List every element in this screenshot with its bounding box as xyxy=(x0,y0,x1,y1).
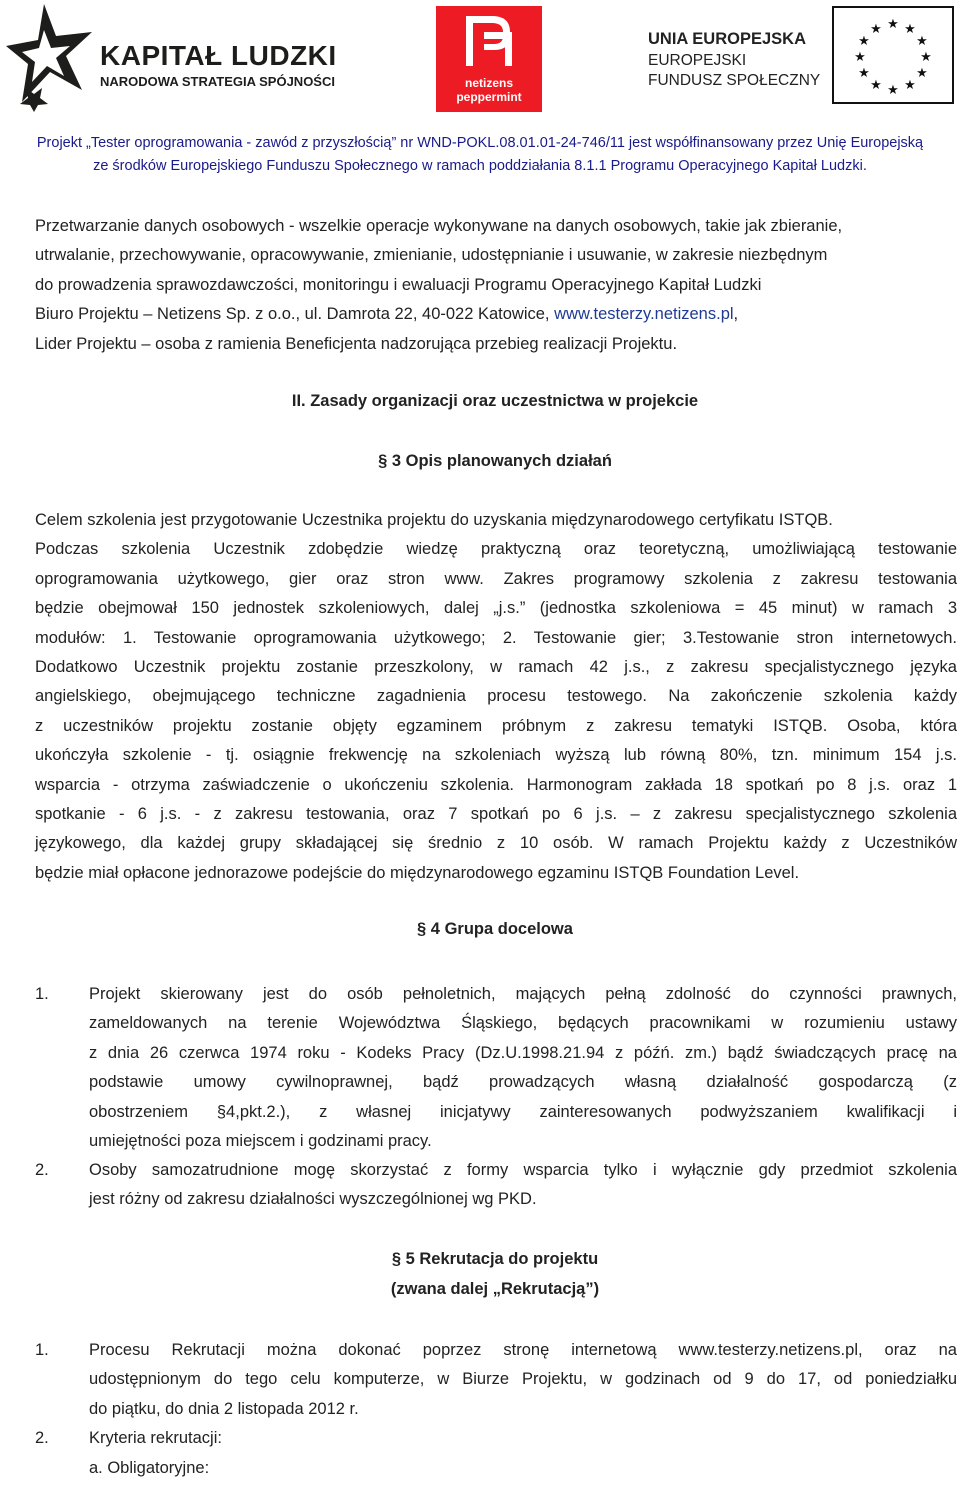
text-line: podstawie umowy cywilnoprawnej, bądź prowadzących własną działalność gospodarczą (z xyxy=(89,1073,957,1092)
efs-line1: EUROPEJSKI xyxy=(648,52,747,69)
list-item-number: 1. xyxy=(35,1341,49,1359)
text-line: z uczestników projektu zostanie objęty egzaminem próbnym z zakresu tematyki ISTQB. Osoba, która xyxy=(35,716,957,735)
text-line: Dodatkowo Uczestnik projektu zostanie przeszkolony, w ramach 42 j.s., z zakresu specjalistycznego języka xyxy=(35,658,957,677)
project-website-link[interactable]: www.testerzy.netizens.pl xyxy=(554,305,734,324)
svg-text:★: ★ xyxy=(854,49,866,64)
text-line: z dnia 26 czerwca 1974 roku - Kodeks Pracy (Dz.U.1998.21.94 z późń. zm.) bądź świadczących pracę na xyxy=(89,1043,957,1062)
text-line: zameldowanych na terenie Województwa Śląskiego, będących pracownikami w rozumieniu ustawy xyxy=(89,1014,957,1033)
text-line: wsparcia - otrzyma zaświadczenie o ukończeniu szkolenia. Harmonogram zakłada 18 spotkań po 8 j.s. oraz 1 xyxy=(35,775,957,794)
text-line: modułów: 1. Testowanie oprogramowania użytkowego; 2. Testowanie gier; 3.Testowanie stron internetowych. xyxy=(35,628,957,647)
svg-text:★: ★ xyxy=(904,21,916,36)
section-2-title: II. Zasady organizacji oraz uczestnictwa w projekcie xyxy=(291,392,699,410)
svg-text:★: ★ xyxy=(904,77,916,92)
text-line: Osoby samozatrudnione mogę skorzystać z formy wsparcia tylko i wyłącznie gdy przedmiot szkolenia xyxy=(89,1161,957,1179)
text-line: udostępnionym do tego celu komputerze, w Biurze Projektu, w godzinach od 9 do 17, od poniedziałku xyxy=(89,1370,957,1389)
definition-line: Lider Projektu – osoba z ramienia Beneficjenta nadzorująca przebieg realizacji Projektu. xyxy=(35,334,678,353)
section-5-title: § 5 Rekrutacja do projektu xyxy=(391,1250,599,1268)
text-line: będzie obejmował 150 jednostek szkoleniowych, dalej „j.s.” (jednostka szkoleniowa = 45 minut) w ramach 3 xyxy=(35,599,957,618)
text-line: Kryteria rekrutacji: xyxy=(89,1429,222,1447)
section-3-title: § 3 Opis planowanych działań xyxy=(378,452,612,470)
svg-text:★: ★ xyxy=(870,77,882,92)
text-line: jest różny od zakresu działalności wyszczególnionej wg PKD. xyxy=(89,1190,537,1209)
list-item-number: 1. xyxy=(35,985,49,1003)
svg-text:★: ★ xyxy=(916,65,928,80)
text-line: Projekt skierowany jest do osób pełnoletnich, mających pełną zdolność do czynności prawnych, xyxy=(89,985,957,1003)
svg-text:★: ★ xyxy=(920,49,932,64)
text-line: oprogramowania użytkowego, gier oraz stron www. Zakres programowy szkolenia z zakresu testowania xyxy=(35,569,957,588)
peppermint-text: peppermint xyxy=(456,90,522,104)
text-line: Procesu Rekrutacji można dokonać poprzez stronę internetową www.testerzy.netizens.pl, oraz na xyxy=(89,1341,957,1359)
section-5-subtitle: (zwana dalej „Rekrutacją”) xyxy=(390,1280,600,1298)
ue-title: UNIA EUROPEJSKA xyxy=(648,30,806,48)
text-line: spotkanie - 6 j.s. - z zakresu testowania, oraz 7 spotkań po 6 j.s. – z zakresu specjalistycznego szkolenia xyxy=(35,805,957,824)
section-4-list xyxy=(35,980,957,1240)
netizens-peppermint-logo xyxy=(436,6,542,112)
definition-line: utrwalanie, przechowywanie, opracowywanie, zmienianie, udostępnianie i usuwanie, w zakresie niezbędnym xyxy=(35,246,828,265)
list-item-body xyxy=(89,1424,957,1453)
netizens-text: netizens xyxy=(464,76,513,90)
project-funding-info xyxy=(0,132,960,178)
text-line: będzie miał opłacone jednorazowe podejście do międzynarodowego egzaminu ISTQB Foundation Level. xyxy=(35,863,800,882)
netizens-logo-icon xyxy=(436,6,542,76)
definitions-paragraph xyxy=(35,212,957,359)
svg-text:★: ★ xyxy=(870,21,882,36)
section-4-title: § 4 Grupa docelowa xyxy=(417,920,573,938)
text-line: ukończyła szkolenie - tj. osiągnie frekwencję na szkoleniach wyższą lub równą 80%, tzn. minimum 154 j.s. xyxy=(35,746,957,765)
definition-biuro-text: Biuro Projektu – Netizens Sp. z o.o., ul. Damrota 22, 40-022 Katowice, xyxy=(35,305,555,324)
definition-line: Przetwarzanie danych osobowych - wszelkie operacje wykonywane na danych osobowych, takie jak zbieranie, xyxy=(35,217,843,235)
text-line: do piątku, do dnia 2 listopada 2012 r. xyxy=(89,1399,359,1418)
project-funding-line1: Projekt „Tester oprogramowania - zawód z przyszłością” nr WND-POKL.08.01.01-24-746/11 jest współfinansowany przez Unię Europejską xyxy=(36,135,924,151)
sub-item-obligatory: a. Obligatoryjne: xyxy=(89,1459,210,1477)
text-line: Podczas szkolenia Uczestnik zdobędzie wiedzę praktyczną oraz teoretyczną, umożliwiającą testowanie xyxy=(35,540,957,559)
svg-text:★: ★ xyxy=(887,82,899,97)
page-header xyxy=(0,0,960,120)
list-item-body xyxy=(89,1156,957,1215)
eu-social-fund-logo xyxy=(644,4,958,110)
text-line: angielskiego, obejmującego techniczne zagadnienia procesu testowego. Na zakończenie szkolenia każdy xyxy=(35,687,957,706)
efs-line2: FUNDUSZ SPOŁECZNY xyxy=(648,72,821,89)
svg-text:★: ★ xyxy=(916,33,928,48)
kapital-ludzki-logo xyxy=(4,2,354,112)
section-3-body xyxy=(35,506,957,888)
definition-biuro-comma: , xyxy=(733,305,739,324)
kapital-ludzki-star-icon xyxy=(4,2,96,112)
list-item-body xyxy=(89,980,957,1156)
svg-text:★: ★ xyxy=(887,16,899,31)
list-item-number: 2. xyxy=(35,1429,49,1447)
definition-line: do prowadzenia sprawozdawczości, monitoringu i ewaluacji Programu Operacyjnego Kapitał Ludzki xyxy=(35,275,762,294)
text-line: obostrzeniem §4,pkt.2.), z własnej inicjatywy zainteresowanych podwyższaniem kwalifikacji i xyxy=(89,1102,957,1121)
definition-biuro-line xyxy=(35,300,957,329)
text-line: językowego, dla każdej grupy składającej się średnio z 10 osób. W ramach Projektu każdy z Uczestników xyxy=(35,834,957,853)
kapital-ludzki-subtitle: NARODOWA STRATEGIA SPÓJNOŚCI xyxy=(100,74,335,89)
text-line: Celem szkolenia jest przygotowanie Uczestnika projektu do uzyskania międzynarodowego certyfikatu ISTQB. xyxy=(35,511,833,529)
svg-text:★: ★ xyxy=(858,65,870,80)
kapital-ludzki-title: KAPITAŁ LUDZKI xyxy=(100,40,337,71)
project-funding-line2: ze środków Europejskiego Funduszu Społecznego w ramach poddziałania 8.1.1 Programu Operacyjnego Kapitał Ludzki. xyxy=(93,158,867,174)
eu-flag-icon xyxy=(832,6,954,104)
section-5-list xyxy=(35,1336,957,1486)
list-item-body xyxy=(89,1336,957,1424)
svg-text:★: ★ xyxy=(858,33,870,48)
text-line: umiejętności poza miejscem i godzinami pracy. xyxy=(89,1132,432,1151)
list-item-number: 2. xyxy=(35,1161,49,1179)
